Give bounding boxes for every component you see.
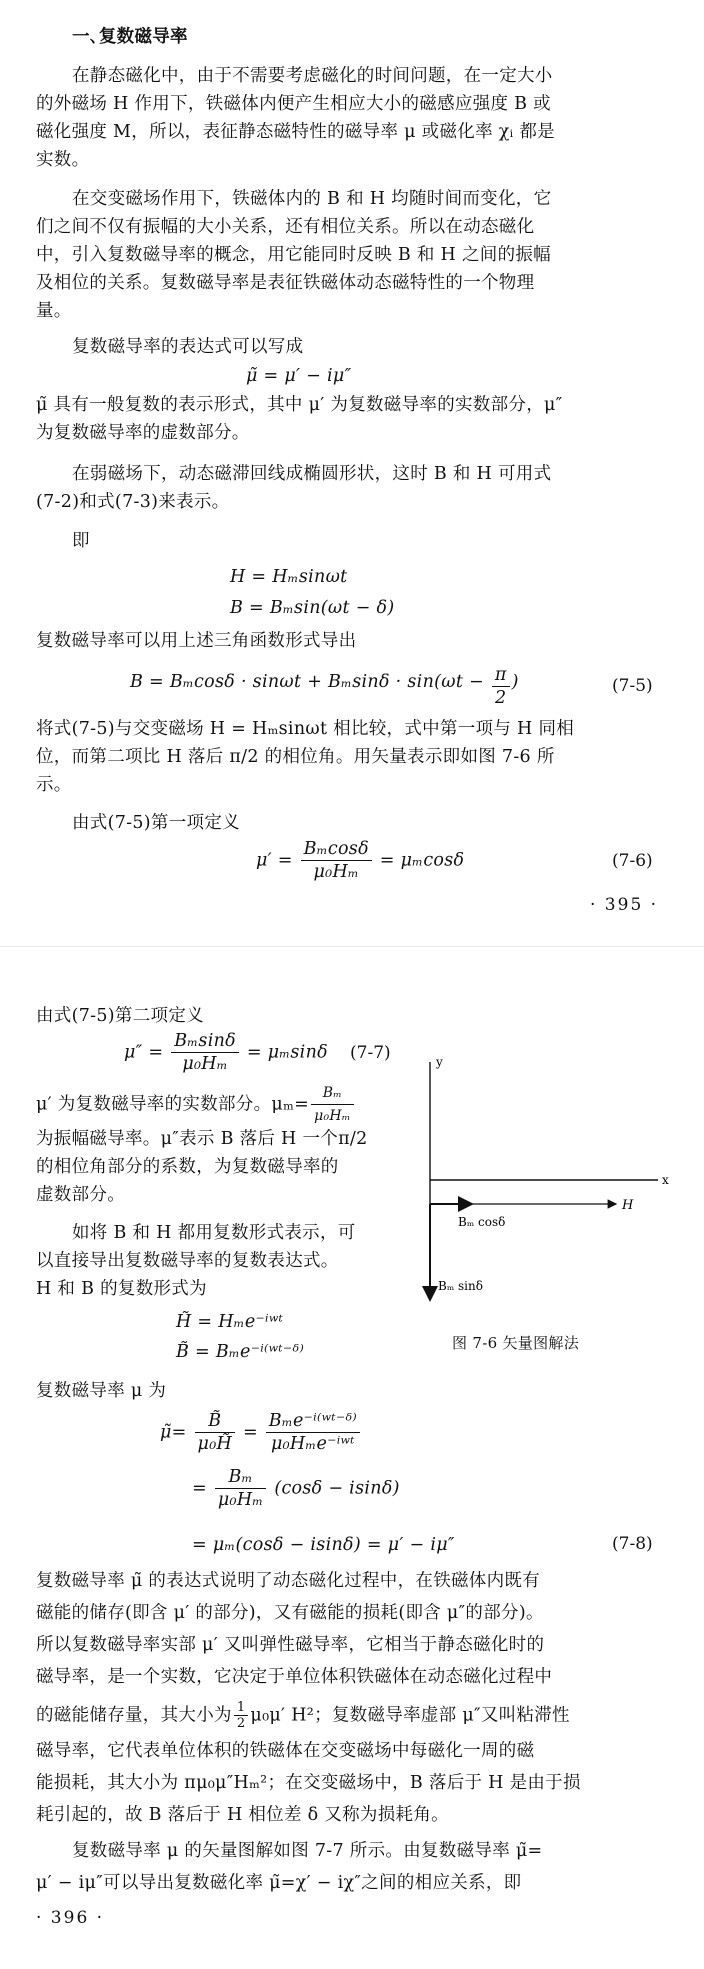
paragraph-second-term: 由式(7-5)第二项定义	[36, 1006, 204, 1026]
bsin-label: Bₘ sinδ	[438, 1279, 483, 1293]
equation-7-8-line1: μ̃= $\frac{B̃}{\text{μ₀H̃}}$ = $\frac{\text{Bₘe⁻ⁱ⁽ʷᵗ⁻ᵟ⁾}}{\text{μ₀Hₘe⁻ⁱʷᵗ}}$	[160, 1410, 362, 1455]
page-divider	[0, 946, 704, 947]
figure-7-6	[420, 1050, 680, 1350]
page-number-396: · 396 ·	[36, 1908, 105, 1928]
vector-diagram	[420, 1050, 680, 1350]
equation-complex-permeability: μ̃ = μ′ − iμ″	[246, 366, 352, 386]
equation-7-5: B = Bₘcosδ · sinωt + Bₘsinδ · sin(ωt − $\frac{\pi}{2}$ )	[130, 665, 519, 708]
paragraph-first-term: 由式(7-5)第一项定义	[72, 813, 240, 833]
equation-number-7-8: (7-8)	[612, 1534, 653, 1554]
figure-caption: 图 7-6 矢量图解法	[452, 1334, 579, 1352]
H-label: H	[622, 1198, 634, 1213]
equation-7-8-line3: = μₘ(cosδ − isinδ) = μ′ − iμ″	[192, 1535, 455, 1555]
page-number-395: · 395 ·	[590, 895, 659, 915]
equation-H-complex: H̃ = Hₘe⁻ⁱʷᵗ	[176, 1312, 284, 1332]
bcos-label: Bₘ cosδ	[458, 1215, 506, 1229]
equation-7-8-line2: = $\frac{\text{Bₘ}}{\text{μ₀Hₘ}}$ (cosδ − isinδ)	[192, 1467, 400, 1510]
x-axis-label: x	[662, 1173, 669, 1187]
y-axis-label: y	[436, 1055, 443, 1069]
word-ji: 即	[72, 531, 90, 551]
equation-7-7: μ″ = $\frac{\text{Bₘsinδ}}{\text{μ₀Hₘ}}$ = μₘsinδ	[124, 1031, 328, 1074]
equation-number-7-7: (7-7)	[350, 1043, 391, 1063]
equation-H: H = Hₘsinωt	[230, 567, 348, 587]
paragraph-expression-intro: 复数磁导率的表达式可以写成	[72, 337, 304, 357]
equation-number-7-5: (7-5)	[612, 676, 653, 696]
equation-number-7-6: (7-6)	[612, 851, 653, 871]
equation-7-6: μ′ = $\frac{\text{Bₘcosδ}}{\text{μ₀Hₘ}}$ = μₘcosδ	[256, 839, 465, 882]
paragraph-mu-is: 复数磁导率 μ 为	[36, 1381, 167, 1401]
paragraph-derive: 复数磁导率可以用上述三角函数形式导出	[36, 631, 357, 651]
heading: 一､复数磁导率	[72, 27, 188, 47]
equation-B: B = Bₘsin(ωt − δ)	[230, 598, 395, 618]
equation-B-complex: B̃ = Bₘe⁻ⁱ⁽ʷᵗ⁻ᵟ⁾	[176, 1342, 305, 1362]
